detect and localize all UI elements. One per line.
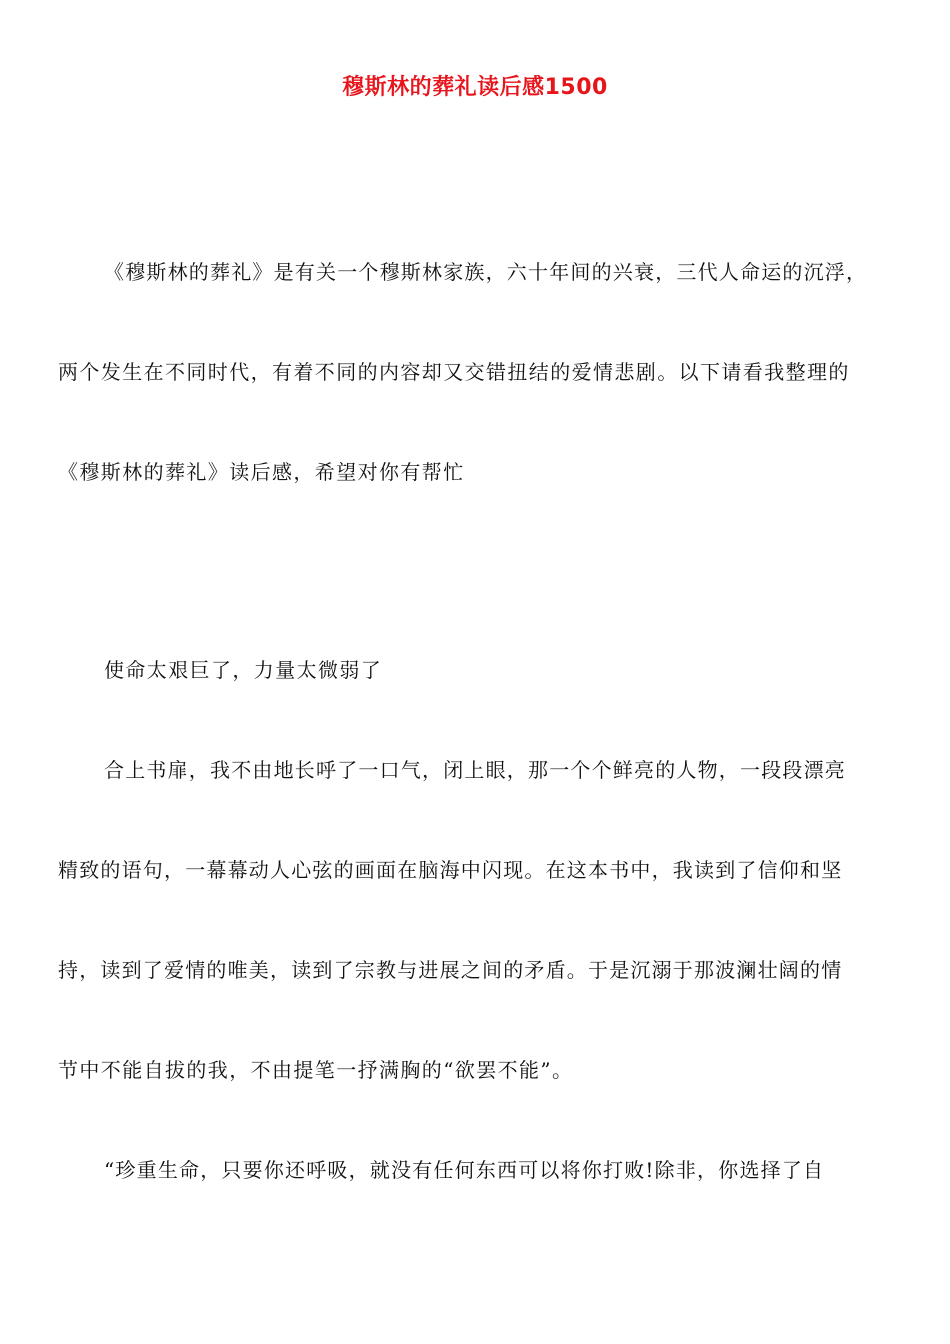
paragraph-line: 使命太艰巨了，力量太微弱了 <box>104 658 383 682</box>
paragraph-line: 《穆斯林的葬礼》读后感，希望对你有帮忙 <box>58 460 465 484</box>
paragraph-line: 精致的语句，一幕幕动人心弦的画面在脑海中闪现。在这本书中，我读到了信仰和坚 <box>58 858 843 882</box>
paragraph-line: 《穆斯林的葬礼》是有关一个穆斯林家族，六十年间的兴衰，三代人命运的沉浮， <box>104 260 868 284</box>
paragraph-line: 节中不能自拔的我，不由提笔一抒满胸的“欲罢不能”。 <box>58 1058 574 1082</box>
document-title: 穆斯林的葬礼读后感1500 <box>342 75 608 100</box>
paragraph-line: 两个发生在不同时代，有着不同的内容却又交错扭结的爱情悲剧。以下请看我整理的 <box>58 360 850 384</box>
paragraph-line: 合上书扉，我不由地长呼了一口气，闭上眼，那一个个鲜亮的人物，一段段漂亮 <box>104 758 846 782</box>
paragraph-line: “珍重生命，只要你还呼吸，就没有任何东西可以将你打败!除非，你选择了自 <box>104 1158 825 1182</box>
paragraph-line: 持，读到了爱情的唯美，读到了宗教与进展之间的矛盾。于是沉溺于那波澜壮阔的情 <box>58 958 843 982</box>
